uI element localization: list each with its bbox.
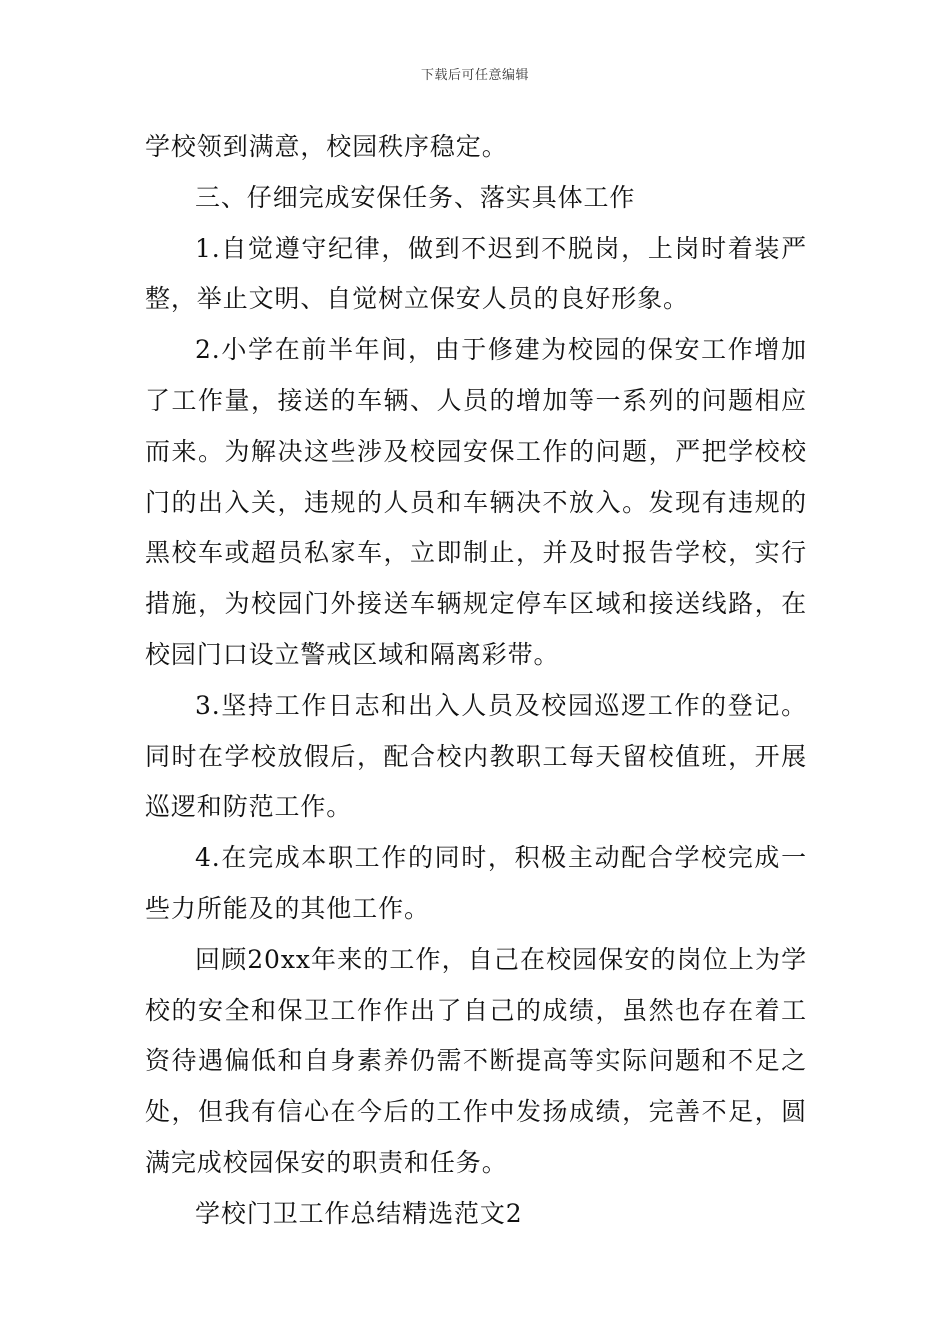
page-header: 下载后可任意编辑 xyxy=(420,68,529,83)
document-body xyxy=(145,122,807,1240)
next-article-title: 学校门卫工作总结精选范文2 xyxy=(195,1198,523,1228)
paragraph-item-3: 3.坚持工作日志和出入人员及校园巡逻工作的登记。同时在学校放假后，配合校内教职工每天留校值班，开展巡逻和防范工作。 xyxy=(145,690,807,822)
paragraph-continuation: 学校领到满意，校园秩序稳定。 xyxy=(145,132,508,161)
paragraph-item-1: 1.自觉遵守纪律，做到不迟到不脱岗，上岗时着装严整，举止文明、自觉树立保安人员的良好形象。 xyxy=(145,233,807,314)
section-heading: 三、仔细完成安保任务、落实具体工作 xyxy=(195,182,636,212)
paragraph-item-2: 2.小学在前半年间，由于修建为校园的保安工作增加了工作量，接送的车辆、人员的增加等一系列的问题相应而来。为解决这些涉及校园安保工作的问题，严把学校校门的出入关，违规的人员和车辆决不放入。发现有违规的黑校车或超员私家车，立即制止，并及时报告学校，实行措施，为校园门外接送车辆规定停车区域和接送线路，在校园门口设立警戒区域和隔离彩带。 xyxy=(145,335,807,669)
paragraph-item-4: 4.在完成本职工作的同时，积极主动配合学校完成一些力所能及的其他工作。 xyxy=(145,843,807,923)
paragraph-review: 回顾20xx年来的工作，自己在校园保安的岗位上为学校的安全和保卫工作作出了自己的成绩，虽然也存在着工资待遇偏低和自身素养仍需不断提高等实际问题和不足之处，但我有信心在今后的工作中发扬成绩，完善不足，圆满完成校园保安的职责和任务。 xyxy=(145,944,807,1177)
